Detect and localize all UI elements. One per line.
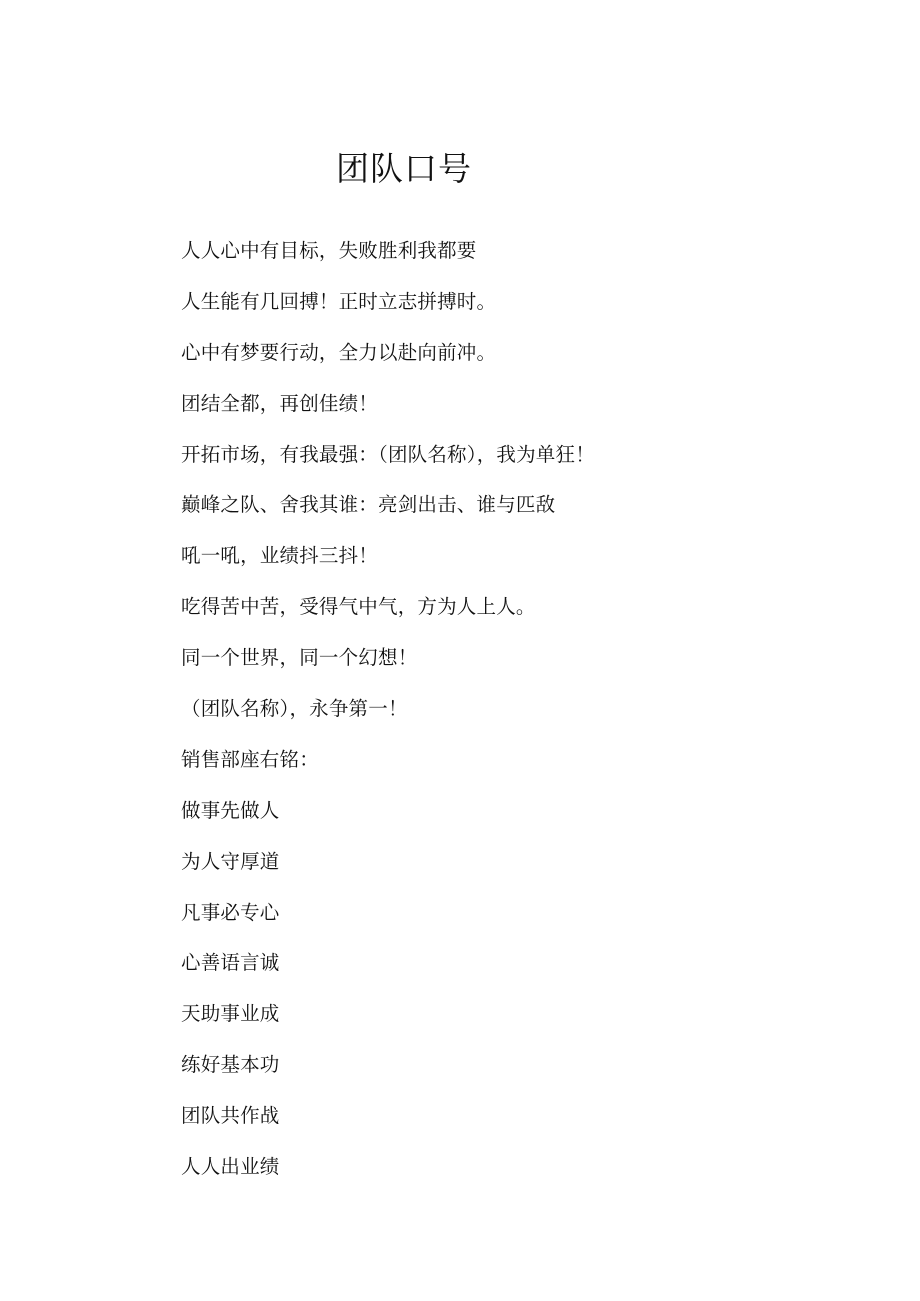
slogan-line: 巅峰之队、舍我其谁：亮剑出击、谁与匹敌 bbox=[181, 493, 556, 517]
slogan-line: 心中有梦要行动，全力以赴向前冲。 bbox=[181, 340, 497, 364]
motto-heading: 销售部座右铭： bbox=[181, 747, 319, 771]
motto-line: 做事先做人 bbox=[181, 798, 280, 822]
motto-line: 团队共作战 bbox=[181, 1104, 280, 1128]
motto-line: 凡事必专心 bbox=[181, 900, 280, 924]
slogan-line: 人生能有几回搏！正时立志拼搏时。 bbox=[181, 289, 497, 313]
slogan-line: 同一个世界，同一个幻想！ bbox=[181, 646, 418, 670]
document-title: 团队口号 bbox=[336, 149, 472, 188]
slogan-line: （团队名称），永争第一！ bbox=[181, 697, 408, 721]
motto-line: 练好基本功 bbox=[181, 1053, 280, 1077]
slogan-line: 吃得苦中苦，受得气中气，方为人上人。 bbox=[181, 595, 536, 619]
slogan-line: 团结全都，再创佳绩！ bbox=[181, 391, 379, 415]
slogan-line: 吼一吼，业绩抖三抖！ bbox=[181, 544, 379, 568]
slogan-line: 开拓市场，有我最强：（团队名称），我为单狂！ bbox=[181, 442, 595, 466]
motto-line: 心善语言诚 bbox=[181, 951, 280, 975]
slogan-line: 人人心中有目标，失败胜利我都要 bbox=[181, 239, 477, 262]
motto-line: 天助事业成 bbox=[181, 1002, 280, 1026]
slogan-list bbox=[181, 236, 861, 1203]
motto-line: 人人出业绩 bbox=[181, 1155, 280, 1179]
motto-line: 为人守厚道 bbox=[181, 849, 280, 873]
